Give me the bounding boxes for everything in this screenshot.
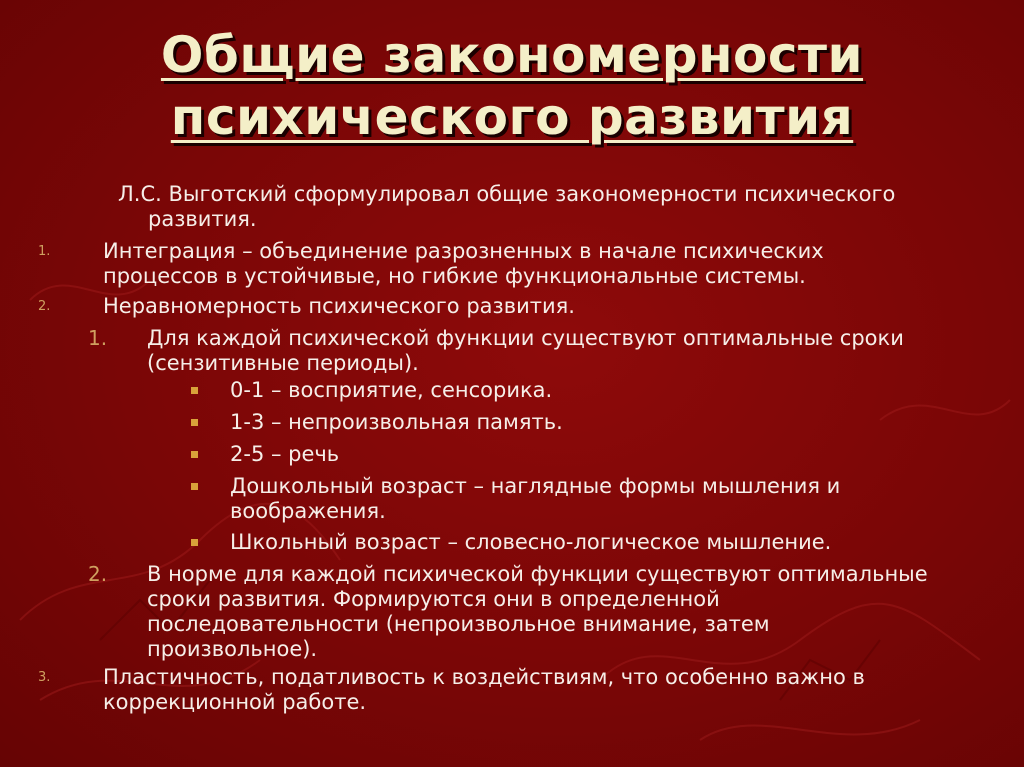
bullet-marker	[191, 387, 198, 394]
bullet-item-continuation: воображения.	[230, 499, 386, 523]
subitem-1-line-2: (сензитивные периоды).	[147, 351, 419, 375]
intro-line-2: развития.	[148, 207, 257, 231]
bullet-item: 1-3 – непроизвольная память.	[230, 410, 563, 434]
subitem-2-number: 2.	[88, 562, 108, 586]
bullet-item: Школьный возраст – словесно-логическое мышление.	[230, 530, 832, 554]
title-line-1: Общие закономерности	[160, 26, 864, 84]
subitem-2-line-1: В норме для каждой психической функции существуют оптимальные	[147, 562, 928, 586]
bullet-item: Дошкольный возраст – наглядные формы мышления и	[230, 474, 841, 498]
subitem-2-line-3: последовательности (непроизвольное внимание, затем	[147, 612, 770, 636]
item-3-line-1: Пластичность, податливость к воздействиям, что особенно важно в	[103, 665, 865, 689]
item-1-line-1: Интеграция – объединение разрозненных в начале психических	[103, 239, 824, 263]
item-1-number: 1.	[38, 244, 51, 259]
item-1-line-2: процессов в устойчивые, но гибкие функциональные системы.	[103, 264, 806, 288]
bullet-marker	[191, 419, 198, 426]
subitem-1-number: 1.	[88, 326, 108, 350]
item-3-number: 3.	[38, 670, 51, 685]
title-line-2: психического развития	[170, 88, 854, 146]
bullet-marker	[191, 539, 198, 546]
bullet-marker	[191, 451, 198, 458]
item-2-line-1: Неравномерность психического развития.	[103, 294, 575, 318]
subitem-2-line-2: сроки развития. Формируются они в определенной	[147, 587, 720, 611]
bullet-marker	[191, 483, 198, 490]
intro-line-1: Л.С. Выготский сформулировал общие закономерности психического	[118, 182, 896, 206]
subitem-1-line-1: Для каждой психической функции существуют оптимальные сроки	[147, 326, 904, 350]
bullet-item: 0-1 – восприятие, сенсорика.	[230, 378, 553, 402]
item-2-number: 2.	[38, 299, 51, 314]
subitem-2-line-4: произвольное).	[147, 637, 318, 661]
item-3-line-2: коррекционной работе.	[103, 690, 367, 714]
bullet-item: 2-5 – речь	[230, 442, 340, 466]
